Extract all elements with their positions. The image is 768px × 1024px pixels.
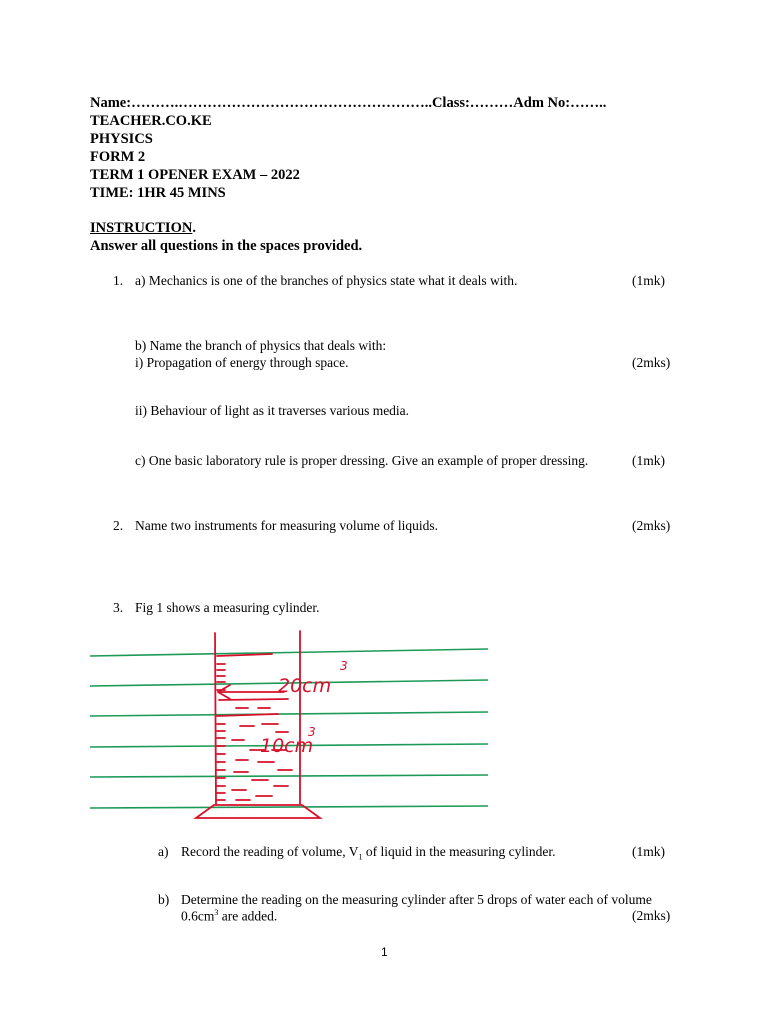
instruction-text: Answer all questions in the spaces provided. xyxy=(90,238,363,254)
q1b2-text: ii) Behaviour of light as it traverses various media. xyxy=(135,403,410,418)
reading-arrow xyxy=(218,685,284,699)
q3b-label: b) xyxy=(158,892,170,907)
figure-labels xyxy=(260,659,348,757)
exam-time: TIME: 1HR 45 MINS xyxy=(90,185,226,201)
q2-text: Name two instruments for measuring volume of liquids. xyxy=(135,518,438,533)
q3b-text-part2: are added. xyxy=(218,908,278,924)
q3a-subscript: 1 xyxy=(358,852,363,862)
ruled-line xyxy=(90,649,488,656)
ruled-line xyxy=(90,806,488,808)
exam-title: TERM 1 OPENER EXAM – 2022 xyxy=(90,167,300,183)
form: FORM 2 xyxy=(90,149,146,165)
q3b-text-line1: Determine the reading on the measuring cylinder after 5 drops of water each of volume xyxy=(181,892,652,907)
label-lower-volume: 10cm xyxy=(260,735,314,757)
ruled-line xyxy=(90,712,488,716)
instruction-title-suffix: . xyxy=(192,220,196,236)
q1a-marks: (1mk) xyxy=(632,273,665,288)
instruction-heading xyxy=(90,220,196,237)
q1c-marks: (1mk) xyxy=(632,453,665,468)
q2-marks: (2mks) xyxy=(632,518,671,533)
q1c-text: c) One basic laboratory rule is proper dressing. Give an example of proper dressing. xyxy=(135,453,589,468)
q1a-text: a) Mechanics is one of the branches of physics state what it deals with. xyxy=(135,273,518,288)
subject: PHYSICS xyxy=(90,131,153,147)
q1b1-marks: (2mks) xyxy=(632,355,671,370)
q3b-superscript: 3 xyxy=(214,908,219,917)
school-name: TEACHER.CO.KE xyxy=(90,113,212,129)
cylinder-scale-ticks xyxy=(217,654,278,800)
q1b1-text: i) Propagation of energy through space. xyxy=(135,355,349,370)
q3b-marks: (2mks) xyxy=(632,908,671,923)
q3-text: Fig 1 shows a measuring cylinder. xyxy=(135,600,320,615)
label-lower-exp: 3 xyxy=(308,725,316,739)
q3a-text-part2: of liquid in the measuring cylinder. xyxy=(362,844,556,859)
q1b-intro: b) Name the branch of physics that deals with: xyxy=(135,338,387,353)
q3a-marks: (1mk) xyxy=(632,844,665,859)
green-ruled-lines xyxy=(90,649,488,808)
measuring-cylinder-figure xyxy=(88,628,490,822)
q3a-text-part1: Record the reading of volume, V xyxy=(181,844,359,859)
name-class-adm-line: Name:……….……………………………………………..Class:………Adm No:…….. xyxy=(90,95,607,111)
ruled-line xyxy=(90,775,488,777)
q1-number: 1. xyxy=(113,273,124,288)
page-number: 1 xyxy=(381,945,388,959)
q2-number: 2. xyxy=(113,518,124,533)
meniscus-line xyxy=(219,699,288,700)
label-upper-volume: 20cm xyxy=(278,675,332,697)
label-upper-exp: 3 xyxy=(340,659,348,673)
cylinder-drawing xyxy=(196,631,320,818)
q3-number: 3. xyxy=(113,600,124,615)
q3b-text-part1: 0.6cm xyxy=(181,908,215,924)
q3a-label: a) xyxy=(158,844,169,859)
instruction-title: INSTRUCTION xyxy=(90,220,193,236)
q3a-text xyxy=(181,844,556,862)
q3b-text-line2 xyxy=(181,908,277,925)
cylinder-left-wall xyxy=(215,633,216,804)
